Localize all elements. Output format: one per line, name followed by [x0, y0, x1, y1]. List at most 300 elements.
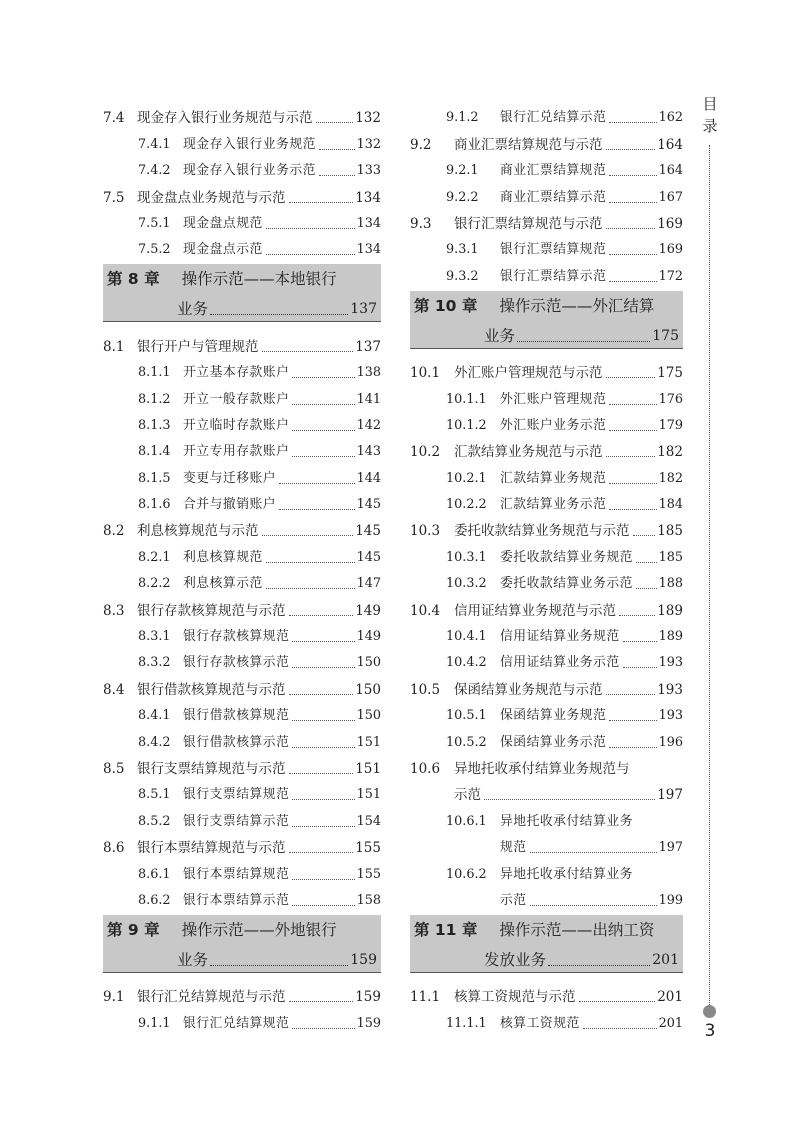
section-title: 银行借款核算示范	[183, 734, 290, 750]
page-ref: 158	[356, 892, 381, 908]
dot-leader	[289, 694, 354, 695]
section-title: 汇款结算业务规范	[500, 470, 607, 486]
section-title: 银行支票结算规范	[183, 787, 290, 803]
section-label: 目录	[702, 95, 718, 135]
page-ref: 134	[355, 189, 381, 206]
dot-leader	[530, 905, 657, 906]
page-ref: 199	[658, 892, 683, 908]
dot-leader	[606, 377, 656, 378]
section-number: 10.6	[410, 760, 441, 777]
section-number: 8.1.2	[138, 391, 171, 407]
page-ref: 182	[658, 470, 683, 486]
section-number: 8.6.2	[138, 892, 171, 908]
dot-leader	[609, 404, 656, 405]
section-title: 异地托收承付结算业务	[500, 866, 633, 882]
page-ref: 151	[355, 760, 381, 777]
page-ref: 175	[657, 365, 683, 382]
dot-leader	[289, 1001, 354, 1002]
page-ref: 155	[356, 866, 381, 882]
section-title: 信用证结算业务示范	[500, 655, 620, 671]
toc-section[interactable]	[103, 671, 381, 697]
toc-subsection[interactable]	[103, 856, 381, 882]
section-number: 10.6.1	[446, 813, 487, 829]
section-number: 8.1.4	[138, 444, 171, 460]
side-margin	[697, 93, 723, 1053]
page-ref: 169	[657, 215, 683, 232]
page-ref: 145	[355, 523, 381, 540]
dot-leader	[579, 1001, 656, 1002]
toc-column-left	[103, 100, 381, 1032]
page-ref: 150	[355, 681, 381, 698]
toc-subsection[interactable]	[103, 153, 381, 179]
toc-subsection[interactable]	[410, 100, 683, 126]
chapter-title-continued: 业务	[484, 326, 516, 345]
page-ref: 182	[657, 444, 683, 461]
section-number: 8.6.1	[138, 866, 171, 882]
dotted-rule	[709, 145, 710, 1007]
dot-leader	[262, 351, 354, 352]
section-number: 9.3.2	[446, 268, 479, 284]
section-title: 银行汇票结算示范	[500, 268, 607, 284]
section-number: 8.5	[103, 760, 125, 777]
section-title: 开立基本存款账户	[183, 365, 290, 381]
dot-leader	[633, 535, 656, 536]
dot-leader	[289, 773, 354, 774]
toc-subsection[interactable]	[410, 803, 683, 829]
section-number: 10.3.1	[446, 549, 487, 565]
section-number: 7.4.1	[138, 136, 171, 152]
dot-leader	[609, 483, 656, 484]
page-ref: 201	[657, 989, 683, 1006]
section-title: 委托收款结算业务规范	[500, 549, 633, 565]
toc-subsection[interactable]	[410, 619, 683, 645]
section-number: 8.1.6	[138, 497, 171, 513]
toc-subsection[interactable]	[410, 487, 683, 513]
section-number: 8.5.2	[138, 813, 171, 829]
toc-entry-continued[interactable]	[410, 777, 683, 803]
page-ref: 145	[356, 549, 381, 565]
toc-section[interactable]	[410, 355, 683, 381]
section-number: 7.4.2	[138, 163, 171, 179]
section-title: 银行借款核算规范	[183, 708, 290, 724]
page-ref: 176	[658, 391, 683, 407]
page-ref: 159	[350, 951, 377, 968]
section-title: 现金存入银行业务示范	[183, 163, 316, 179]
dot-leader	[289, 615, 354, 616]
toc-section[interactable]	[410, 434, 683, 460]
toc-section[interactable]	[410, 979, 683, 1005]
section-title: 异地托收承付结算业务	[500, 813, 633, 829]
page-ref: 189	[658, 629, 683, 645]
page-ref: 159	[356, 1015, 381, 1031]
dot-leader	[623, 641, 657, 642]
toc-subsection[interactable]	[103, 206, 381, 232]
toc-subsection[interactable]	[103, 126, 381, 152]
dot-leader	[266, 562, 355, 563]
section-title: 现金盘点示范	[183, 242, 263, 258]
section-number: 10.3.2	[446, 576, 487, 592]
section-number: 8.1.5	[138, 470, 171, 486]
chapter-heading-line	[414, 917, 679, 944]
section-title-continued: 规范	[500, 840, 527, 856]
chapter-title-continued: 业务	[177, 950, 209, 969]
section-number: 10.6.2	[446, 866, 487, 882]
chapter-heading-line	[107, 917, 377, 944]
section-title: 银行汇兑结算示范	[500, 110, 607, 126]
page-ref: 134	[356, 242, 381, 258]
page-ref: 147	[356, 576, 381, 592]
toc-subsection[interactable]	[410, 153, 683, 179]
dot-leader	[292, 430, 354, 431]
section-number: 8.2.2	[138, 576, 171, 592]
toc-section[interactable]	[103, 592, 381, 618]
section-title: 开立专用存款账户	[183, 444, 290, 460]
toc-section[interactable]	[103, 979, 381, 1005]
toc-section[interactable]	[410, 126, 683, 152]
toc-section[interactable]	[103, 100, 381, 126]
page-ref: 162	[658, 110, 683, 126]
dot-leader	[606, 149, 656, 150]
section-title: 利息核算规范与示范	[137, 523, 259, 540]
section-number: 8.3.2	[138, 655, 171, 671]
page-ref: 175	[652, 327, 679, 344]
dot-leader	[292, 641, 354, 642]
page-ref: 169	[658, 242, 683, 258]
section-title: 保函结算业务规范与示范	[454, 681, 603, 698]
section-title: 委托收款结算业务规范与示范	[454, 523, 630, 540]
page-ref: 164	[657, 136, 683, 153]
section-number: 9.2.2	[446, 189, 479, 205]
chapter-heading-line	[107, 266, 377, 293]
section-title: 信用证结算业务规范与示范	[454, 602, 616, 619]
section-title: 开立一般存款账户	[183, 391, 290, 407]
toc-section[interactable]	[103, 830, 381, 856]
chapter-title: 操作示范——出纳工资	[499, 920, 655, 939]
section-title: 银行汇兑结算规范	[183, 1015, 290, 1031]
section-number: 7.4	[103, 110, 125, 127]
chapter-number: 第 11 章	[414, 920, 478, 939]
page-ref: 179	[658, 417, 683, 433]
section-title: 银行汇票结算规范与示范	[454, 215, 603, 232]
toc-subsection[interactable]	[103, 355, 381, 381]
section-title: 外汇账户管理规范	[500, 391, 607, 407]
toc-subsection[interactable]	[103, 698, 381, 724]
chapter-heading-line	[414, 293, 679, 320]
section-title: 现金盘点业务规范与示范	[137, 189, 286, 206]
section-title: 利息核算规范	[183, 549, 263, 565]
page-ref: 159	[355, 989, 381, 1006]
section-title: 外汇账户管理规范与示范	[454, 365, 603, 382]
section-number: 8.3	[103, 602, 125, 619]
section-number: 9.3.1	[446, 242, 479, 258]
page-ref: 201	[652, 951, 679, 968]
dot-leader	[606, 456, 656, 457]
section-title: 现金盘点规范	[183, 215, 263, 231]
chapter-heading[interactable]	[103, 264, 381, 322]
dot-leader	[266, 254, 355, 255]
toc-section[interactable]	[103, 179, 381, 205]
page-number: 3	[704, 1021, 716, 1041]
section-number: 7.5.2	[138, 242, 171, 258]
dot-leader	[292, 879, 354, 880]
chapter-number: 第 9 章	[107, 920, 160, 939]
dot-leader	[548, 965, 650, 966]
section-number: 8.2	[103, 523, 125, 540]
dot-leader	[609, 122, 656, 123]
toc-entry-continued[interactable]	[410, 883, 683, 909]
dot-leader	[316, 122, 354, 123]
dot-leader	[266, 228, 355, 229]
page-ref: 193	[657, 681, 683, 698]
section-title: 商业汇票结算规范	[500, 163, 607, 179]
toc-section[interactable]	[410, 671, 683, 697]
page-ref: 151	[356, 787, 381, 803]
section-title: 银行开户与管理规范	[137, 338, 259, 355]
chapter-number: 第 10 章	[414, 296, 478, 315]
page-ref: 193	[658, 655, 683, 671]
dot-leader	[609, 281, 656, 282]
dot-leader	[636, 588, 657, 589]
page-ref: 155	[355, 840, 381, 857]
chapter-title: 操作示范——本地银行	[181, 270, 337, 289]
toc-subsection[interactable]	[410, 381, 683, 407]
chapter-heading[interactable]	[410, 291, 683, 349]
section-title: 银行本票结算示范	[183, 892, 290, 908]
section-title: 商业汇票结算示范	[500, 189, 607, 205]
section-title: 银行存款核算规范与示范	[137, 602, 286, 619]
chapter-heading-line	[414, 320, 679, 346]
page-ref: 141	[356, 391, 381, 407]
section-title: 核算工资规范	[500, 1015, 580, 1031]
page-ref: 154	[356, 813, 381, 829]
dot-leader	[319, 175, 355, 176]
page-ref: 150	[356, 708, 381, 724]
page-ref: 172	[658, 268, 683, 284]
page-ref: 133	[356, 163, 381, 179]
section-title: 商业汇票结算规范与示范	[454, 136, 603, 153]
chapter-title-continued: 业务	[177, 300, 209, 319]
toc-section[interactable]	[103, 513, 381, 539]
section-title: 利息核算示范	[183, 576, 263, 592]
page-ref: 167	[658, 189, 683, 205]
bullet-dot-icon	[703, 1005, 716, 1018]
dot-leader	[609, 509, 656, 510]
chapter-heading[interactable]	[410, 915, 683, 973]
page-ref: 185	[657, 523, 683, 540]
section-number: 10.4.1	[446, 629, 487, 645]
section-title: 异地托收承付结算业务规范与	[454, 760, 630, 777]
toc-section[interactable]	[410, 751, 683, 777]
section-title: 信用证结算业务规范	[500, 629, 620, 645]
page-ref: 142	[356, 417, 381, 433]
section-title: 现金存入银行业务规范	[183, 136, 316, 152]
dot-leader	[292, 799, 354, 800]
section-number: 8.6	[103, 840, 125, 857]
chapter-heading[interactable]	[103, 915, 381, 973]
dot-leader	[292, 377, 354, 378]
dot-leader	[289, 202, 354, 203]
toc-section[interactable]	[410, 206, 683, 232]
section-number: 10.2.1	[446, 470, 487, 486]
section-title-continued: 示范	[500, 892, 527, 908]
section-number: 10.5.2	[446, 734, 487, 750]
toc-column-right	[410, 100, 683, 1032]
chapter-title-continued: 发放业务	[484, 950, 547, 969]
toc-subsection[interactable]	[410, 645, 683, 671]
toc-subsection[interactable]	[103, 566, 381, 592]
toc-subsection[interactable]	[410, 539, 683, 565]
toc-subsection[interactable]	[103, 460, 381, 486]
section-number: 8.4.1	[138, 708, 171, 724]
toc-subsection[interactable]	[410, 698, 683, 724]
section-title: 银行汇票结算规范	[500, 242, 607, 258]
section-title: 银行本票结算规范	[183, 866, 290, 882]
toc-subsection[interactable]	[103, 487, 381, 513]
section-number: 8.4	[103, 681, 125, 698]
chapter-number: 第 8 章	[107, 270, 160, 289]
section-number: 9.1.2	[446, 110, 479, 126]
section-number: 8.1.1	[138, 365, 171, 381]
section-number: 9.1.1	[138, 1015, 171, 1031]
toc-entry-continued[interactable]	[410, 830, 683, 856]
toc-subsection[interactable]	[410, 856, 683, 882]
dot-leader	[609, 202, 656, 203]
dot-leader	[279, 483, 354, 484]
section-number: 10.4.2	[446, 655, 487, 671]
section-number: 10.2	[410, 444, 441, 461]
section-number: 8.1	[103, 338, 125, 355]
toc-subsection[interactable]	[103, 645, 381, 671]
page-ref: 144	[356, 470, 381, 486]
dot-leader	[530, 852, 657, 853]
toc-subsection[interactable]	[103, 803, 381, 829]
page-ref: 132	[355, 110, 381, 127]
toc-section[interactable]	[103, 328, 381, 354]
section-number: 7.5.1	[138, 215, 171, 231]
page-ref: 196	[658, 734, 683, 750]
dot-leader	[292, 1028, 354, 1029]
toc-subsection[interactable]	[410, 232, 683, 258]
section-number: 7.5	[103, 189, 125, 206]
toc-subsection[interactable]	[103, 232, 381, 258]
toc-subsection[interactable]	[103, 408, 381, 434]
page-ref: 184	[658, 497, 683, 513]
toc-subsection[interactable]	[103, 777, 381, 803]
chapter-heading-line	[107, 944, 377, 970]
toc-subsection[interactable]	[103, 539, 381, 565]
page-ref: 138	[356, 365, 381, 381]
toc-subsection[interactable]	[103, 434, 381, 460]
section-number: 10.5	[410, 681, 441, 698]
dot-leader	[609, 175, 656, 176]
toc-subsection[interactable]	[103, 883, 381, 909]
section-title: 核算工资规范与示范	[454, 989, 576, 1006]
page-ref: 197	[658, 840, 683, 856]
section-number: 8.5.1	[138, 787, 171, 803]
section-number: 9.2.1	[446, 163, 479, 179]
toc-section[interactable]	[103, 751, 381, 777]
toc-section[interactable]	[410, 592, 683, 618]
section-number: 10.1	[410, 365, 441, 382]
section-number: 9.2	[410, 136, 432, 153]
dot-leader	[517, 341, 650, 342]
toc-subsection[interactable]	[103, 619, 381, 645]
section-number: 8.2.1	[138, 549, 171, 565]
page-ref: 151	[356, 734, 381, 750]
section-number: 10.2.2	[446, 497, 487, 513]
page-ref: 201	[658, 1015, 683, 1031]
section-title: 开立临时存款账户	[183, 417, 290, 433]
toc-subsection[interactable]	[410, 566, 683, 592]
dot-leader	[292, 747, 354, 748]
dot-leader	[210, 314, 348, 315]
toc-subsection[interactable]	[410, 1005, 683, 1031]
toc-subsection[interactable]	[410, 408, 683, 434]
dot-leader	[583, 1028, 657, 1029]
section-number: 10.1.1	[446, 391, 487, 407]
section-number: 11.1	[410, 989, 441, 1006]
toc-subsection[interactable]	[103, 1005, 381, 1031]
toc-subsection[interactable]	[410, 179, 683, 205]
dot-leader	[619, 615, 655, 616]
section-number: 11.1.1	[446, 1015, 487, 1031]
section-title: 汇款结算业务示范	[500, 497, 607, 513]
dot-leader	[609, 254, 656, 255]
section-number: 8.1.3	[138, 417, 171, 433]
section-number: 10.5.1	[446, 708, 487, 724]
page-ref: 137	[350, 301, 377, 318]
page-ref: 150	[356, 655, 381, 671]
page-ref: 188	[658, 576, 683, 592]
page-ref: 134	[356, 215, 381, 231]
page-ref: 149	[356, 629, 381, 645]
dot-leader	[609, 720, 656, 721]
dot-leader	[279, 509, 354, 510]
section-title: 银行本票结算规范与示范	[137, 840, 286, 857]
section-title: 保函结算业务规范	[500, 708, 607, 724]
toc-section[interactable]	[410, 513, 683, 539]
page-ref: 193	[658, 708, 683, 724]
section-title: 银行借款核算规范与示范	[137, 681, 286, 698]
section-number: 9.3	[410, 215, 432, 232]
section-title: 变更与迁移账户	[183, 470, 277, 486]
dot-leader	[262, 535, 354, 536]
dot-leader	[292, 667, 354, 668]
toc-subsection[interactable]	[410, 460, 683, 486]
dot-leader	[292, 456, 354, 457]
section-number: 9.1	[103, 989, 125, 1006]
section-title: 外汇账户业务示范	[500, 417, 607, 433]
page-ref: 143	[356, 444, 381, 460]
section-number: 10.3	[410, 523, 441, 540]
page-ref: 132	[356, 136, 381, 152]
chapter-heading-line	[107, 293, 377, 319]
toc-subsection[interactable]	[103, 724, 381, 750]
section-title: 银行存款核算规范	[183, 629, 290, 645]
toc-subsection[interactable]	[103, 381, 381, 407]
section-title: 银行支票结算规范与示范	[137, 760, 286, 777]
section-title: 汇款结算业务规范与示范	[454, 444, 603, 461]
section-title: 委托收款结算业务示范	[500, 576, 633, 592]
page-ref: 145	[356, 497, 381, 513]
toc-subsection[interactable]	[410, 258, 683, 284]
page-ref: 164	[658, 163, 683, 179]
section-title: 合并与撤销账户	[183, 497, 277, 513]
toc-subsection[interactable]	[410, 724, 683, 750]
dot-leader	[292, 826, 354, 827]
dot-leader	[636, 562, 657, 563]
section-number: 8.4.2	[138, 734, 171, 750]
